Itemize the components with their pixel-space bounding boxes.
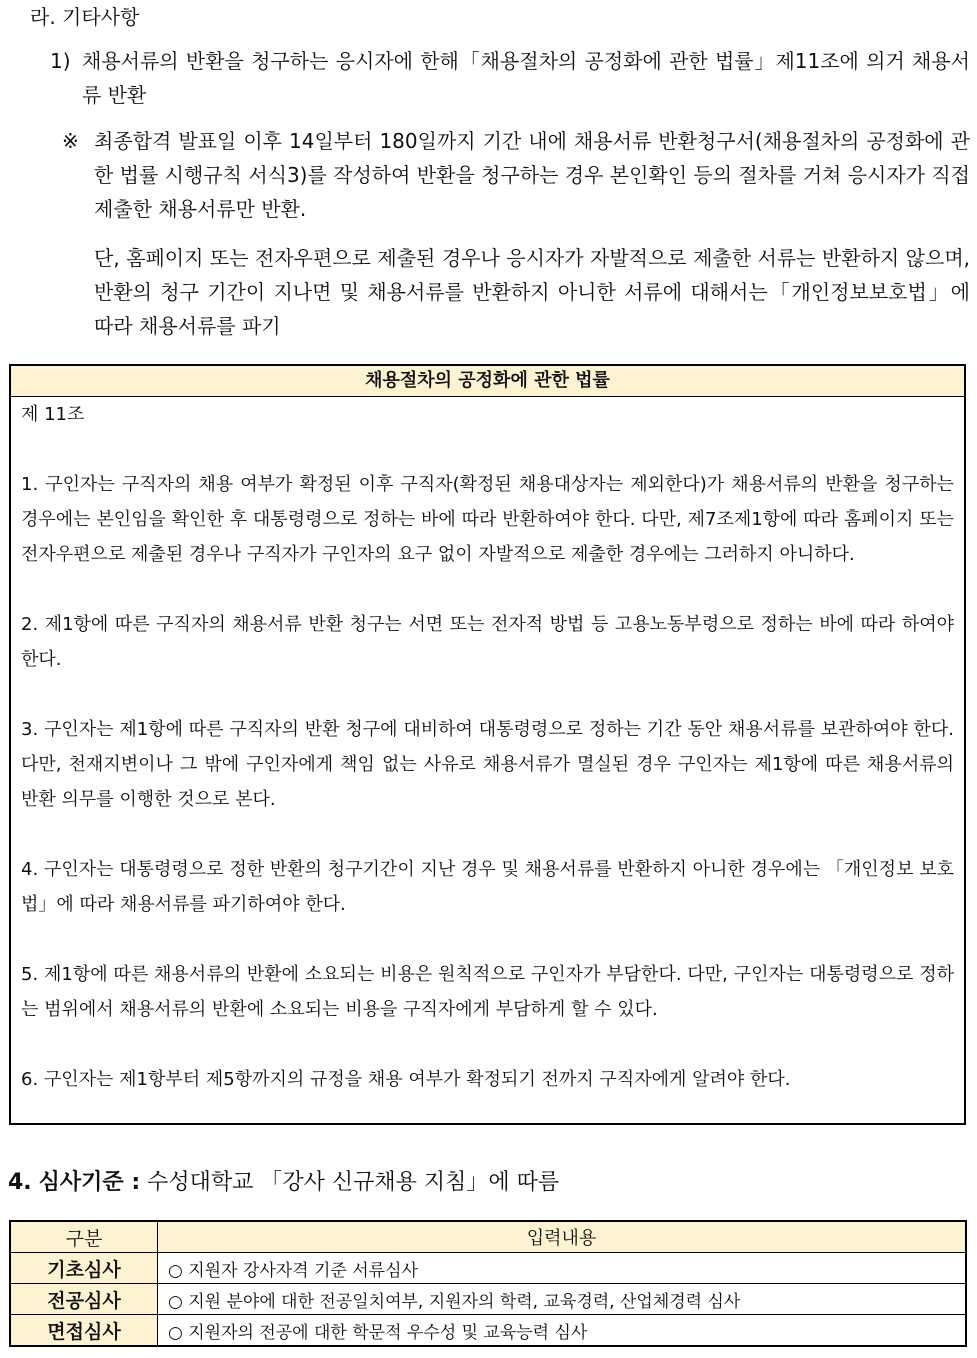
row-category: 기초심사 (10, 1253, 158, 1284)
note (62, 124, 970, 226)
law-paragraph-4: 4. 구인자는 대통령령으로 정한 반환의 청구기간이 지난 경우 및 채용서류를 반환하지 아니한 경우에는 「개인정보 보호법」에 따라 채용서류를 파기하여야 한다. (21, 859, 954, 915)
note-text-2: 단, 홈페이지 또는 전자우편으로 제출된 경우나 응시자가 자발적으로 제출한 서류는 반환하지 않으며, 반환의 청구 기간이 지나면 및 채용서류를 반환하지 아니한 서류에 대해서는「개인정보보호법」에 따라 채용서류를 파기 (94, 246, 970, 338)
section-4-heading (8, 1166, 559, 1200)
row-category: 면접심사 (10, 1315, 158, 1347)
item-1 (50, 44, 970, 112)
criteria-table (9, 1220, 967, 1347)
reference-mark-icon: ※ (62, 129, 79, 153)
law-paragraph-5: 5. 제1항에 따른 채용서류의 반환에 소요되는 비용은 원칙적으로 구인자가 부담한다. 다만, 구인자는 대통령령으로 정하는 범위에서 채용서류의 반환에 소요되는 비용을 구직자에게 부담하게 할 수 있다. (21, 964, 954, 1020)
law-paragraph-6: 6. 구인자는 제1항부터 제5항까지의 규정을 채용 여부가 확정되기 전까지 구직자에게 알려야 한다. (21, 1069, 791, 1090)
row-content: ○ 지원자 강사자격 기준 서류심사 (158, 1253, 967, 1284)
section-ra-title: 라. 기타사항 (30, 5, 140, 29)
law-paragraph-2: 2. 제1항에 따른 구직자의 채용서류 반환 청구는 서면 또는 전자적 방법 등 고용노동부령으로 정하는 바에 따라 하여야 한다. (21, 614, 954, 670)
table-row (10, 1253, 966, 1284)
row-content: ○ 지원자의 전공에 대한 학문적 우수성 및 교육능력 심사 (158, 1315, 967, 1347)
law-paragraph-3: 3. 구인자는 제1항에 따른 구직자의 반환 청구에 대비하여 대통령령으로 정하는 기간 동안 채용서류를 보관하여야 한다. 다만, 천재지변이나 그 밖에 구인자에게 책임 없는 사유로 채용서류가 멸실된 경우 구인자는 제1항에 따른 채용서류의 반환 의무를 이행한 것으로 본다. (21, 719, 954, 810)
section-4-number: 4. (8, 1170, 32, 1195)
header-content: 입력내용 (158, 1221, 967, 1253)
law-box (9, 364, 966, 1125)
table-row (10, 1315, 966, 1347)
item-1-text: 채용서류의 반환을 청구하는 응시자에 한해「채용절차의 공정화에 관한 법률」제11조에 의거 채용서류 반환 (82, 49, 970, 107)
law-article: 제 11조 (21, 404, 85, 425)
section-4-text: 수성대학교 「강사 신규채용 지침」에 따름 (147, 1170, 560, 1195)
note-text: 최종합격 발표일 이후 14일부터 180일까지 기간 내에 채용서류 반환청구서(채용절차의 공정화에 관한 법률 시행규칙 서식3)를 작성하여 반환을 청구하는 경우 본인확인 등의 절차를 거쳐 응시자가 직접 제출한 채용서류만 반환. (94, 129, 970, 221)
law-box-body (11, 397, 964, 1097)
section-4-label: 심사기준 : (38, 1170, 141, 1195)
law-paragraph-1: 1. 구인자는 구직자의 채용 여부가 확정된 이후 구직자(확정된 채용대상자는 제외한다)가 채용서류의 반환을 청구하는 경우에는 본인임을 확인한 후 대통령령으로 정하는 바에 따라 반환하여야 한다. 다만, 제7조제1항에 따라 홈페이지 또는 전자우편으로 제출된 경우나 구직자가 구인자의 요구 없이 자발적으로 제출한 경우에는 그러하지 아니하다. (21, 474, 954, 565)
table-header-row (10, 1221, 966, 1253)
table-row (10, 1284, 966, 1315)
law-box-header: 채용절차의 공정화에 관한 법률 (11, 366, 964, 397)
header-category: 구분 (10, 1221, 158, 1253)
item-1-number: 1) (50, 49, 71, 73)
row-content: ○ 지원 분야에 대한 전공일치여부, 지원자의 학력, 교육경력, 산업체경력 심사 (158, 1284, 967, 1315)
row-category: 전공심사 (10, 1284, 158, 1315)
